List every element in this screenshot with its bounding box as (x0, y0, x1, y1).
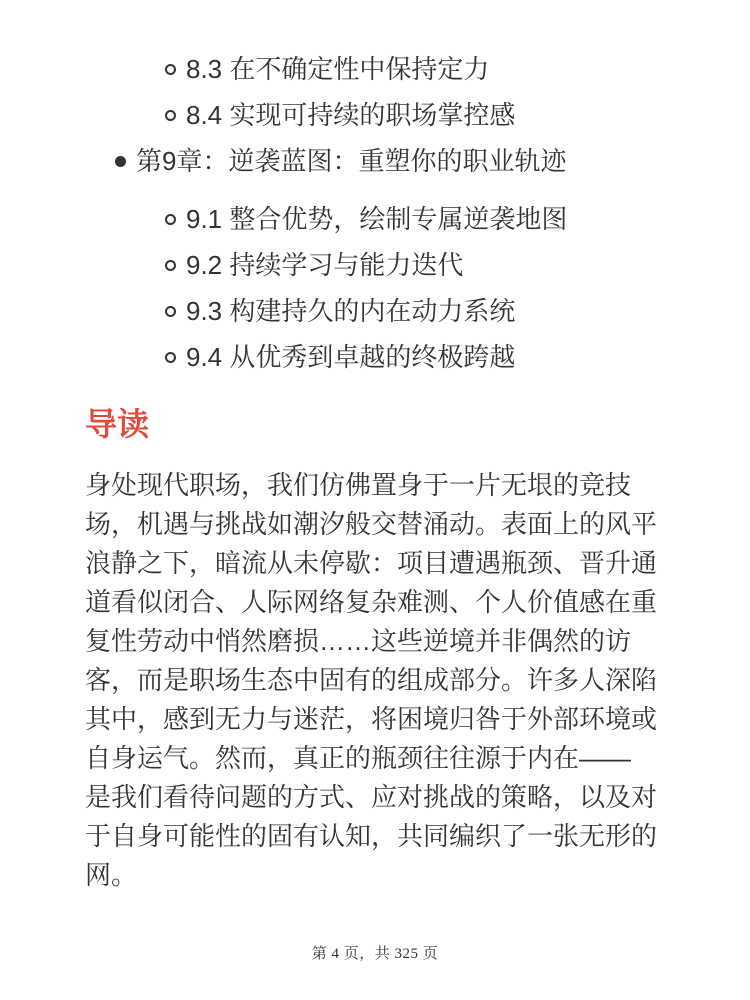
paragraph-line: 是我们看待问题的方式、应对挑战的策略，以及对 (85, 782, 658, 812)
circle-bullet-icon (165, 214, 176, 225)
intro-paragraph (85, 466, 665, 895)
toc-item-9-2 (165, 250, 665, 281)
circle-bullet-icon (165, 64, 176, 75)
paragraph-line: 客，而是职场生态中固有的组成部分。许多人深陷 (85, 665, 658, 695)
toc-item-label: 8.4 实现可持续的职场掌控感 (186, 100, 516, 130)
toc-item-label: 9.1 整合优势，绘制专属逆袭地图 (186, 204, 568, 234)
toc-item-9-1 (165, 204, 665, 235)
toc-item-label: 8.3 在不确定性中保持定力 (186, 54, 490, 84)
circle-bullet-icon (165, 352, 176, 363)
paragraph-line: 其中，感到无力与迷茫，将困境归咎于外部环境或 (85, 704, 658, 734)
disc-bullet-icon (115, 156, 126, 167)
toc-chapter-label: 第9章：逆袭蓝图：重塑你的职业轨迹 (136, 146, 567, 176)
paragraph-line: 浪静之下，暗流从未停歇：项目遭遇瓶颈、晋升通 (85, 548, 658, 578)
toc-item-8-3 (165, 54, 665, 85)
toc-item-9-3 (165, 296, 665, 327)
circle-bullet-icon (165, 306, 176, 317)
circle-bullet-icon (165, 260, 176, 271)
paragraph-line: 自身运气。然而，真正的瓶颈往往源于内在—— (85, 743, 632, 773)
toc-item-8-4 (165, 100, 665, 131)
toc-item-9-4 (165, 342, 665, 373)
paragraph-line: 于自身可能性的固有认知，共同编织了一张无形的 (85, 821, 658, 851)
paragraph-line: 身处现代职场，我们仿佛置身于一片无垠的竞技 (85, 470, 632, 500)
page-footer (0, 942, 750, 963)
toc-item-label: 9.2 持续学习与能力迭代 (186, 250, 464, 280)
toc-chapter-9-sublist (85, 204, 665, 373)
page-indicator: 第 4 页，共 325 页 (311, 946, 439, 962)
section-heading: 导读 (85, 406, 150, 442)
toc-item-chapter-9 (115, 146, 665, 177)
toc-item-label: 9.3 构建持久的内在动力系统 (186, 296, 516, 326)
paragraph-line: 网。 (85, 860, 138, 890)
paragraph-line: 复性劳动中悄然磨损……这些逆境并非偶然的访 (85, 626, 632, 656)
circle-bullet-icon (165, 110, 176, 121)
paragraph-line: 道看似闭合、人际网络复杂难测、个人价值感在重 (85, 587, 658, 617)
paragraph-line: 场，机遇与挑战如潮汐般交替涌动。表面上的风平 (85, 509, 658, 539)
toc-item-label: 9.4 从优秀到卓越的终极跨越 (186, 342, 516, 372)
